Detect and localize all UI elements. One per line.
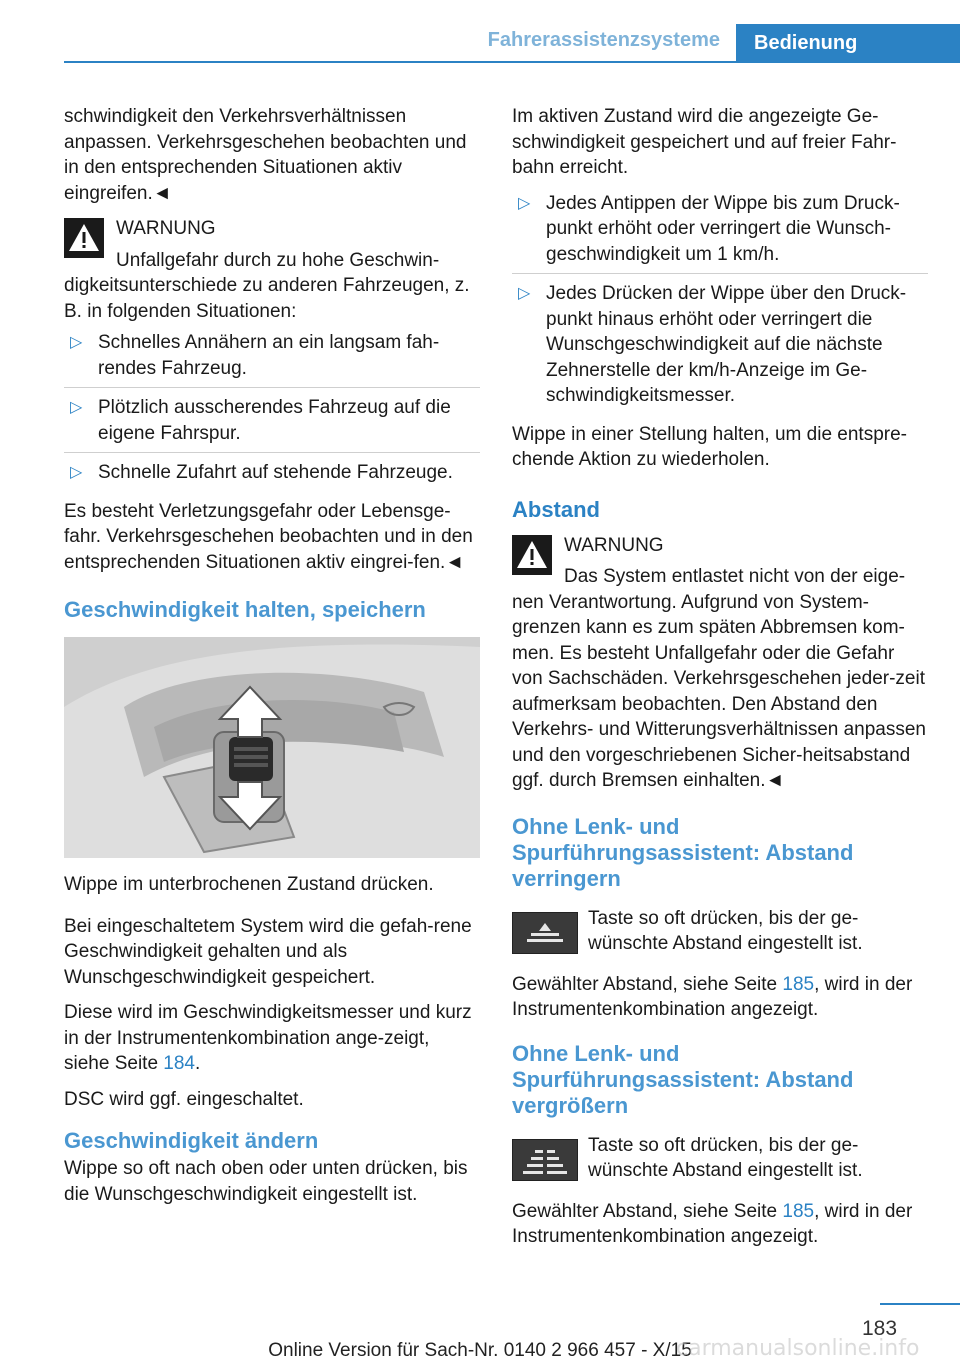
- heading-distance: Abstand: [512, 496, 600, 522]
- list-item: ▷ Schnelle Zufahrt auf stehende Fahrzeuge.: [64, 460, 480, 492]
- paragraph-selected-distance-2: Gewählter Abstand, siehe Seite 185, wird in der Instrumentenkombination angezeigt.: [512, 1200, 913, 1247]
- paragraph-hold-rocker: Wippe in einer Stellung halten, um die entspre-chende Aktion zu wiederholen.: [512, 423, 908, 470]
- rocker-actions-list: [512, 191, 928, 415]
- increase-distance-button-row: [512, 1133, 928, 1189]
- header-chapter-tab: Bedienung: [736, 24, 960, 62]
- warning-situations-list: [64, 330, 480, 492]
- warning-block-distance: [512, 533, 928, 794]
- paragraph-speedometer: Diese wird im Geschwindigkeitsmesser und kurz in der Instrumentenkombination ange-zeigt, siehe Seite 184.: [64, 1002, 472, 1074]
- warning-triangle-icon: [64, 218, 104, 258]
- warning-body-rest: digkeitsunterschiede zu anderen Fahrzeugen, z. B. in folgenden Situationen:: [64, 275, 470, 322]
- triangle-bullet-icon: ▷: [518, 285, 531, 302]
- list-item: ▷ Jedes Antippen der Wippe bis zum Druck-punkt erhöht oder verringert die Wunsch-geschwindigkeit um 1 km/h.: [512, 191, 928, 275]
- warning-title: WARNUNG: [116, 218, 216, 239]
- warning-body: [64, 248, 480, 325]
- heading-increase-distance: Ohne Lenk- und Spurführungsassistent: Abstand vergrößern: [512, 1040, 854, 1118]
- left-column: [64, 104, 480, 1217]
- paragraph-system-on: Bei eingeschaltetem System wird die gefah-rene Geschwindigkeit gehalten und als Wunschgeschwindigkeit gespeichert.: [64, 915, 472, 988]
- steering-wheel-rocker-photo: [64, 637, 480, 858]
- heading-hold-speed: Geschwindigkeit halten, speichern: [64, 597, 426, 622]
- warning-block-speed: [64, 216, 480, 324]
- warning-triangle-icon: [512, 535, 552, 575]
- warning-body: [512, 564, 928, 794]
- distance-increase-button-icon: [512, 1139, 578, 1181]
- triangle-bullet-icon: ▷: [70, 334, 83, 351]
- page-link-184[interactable]: 184: [163, 1053, 195, 1074]
- steering-wheel-illustration: [64, 637, 480, 858]
- distance-decrease-button-icon: [512, 912, 578, 954]
- paragraph-intro: schwindigkeit den Verkehrsverhältnissen anpassen. Verkehrsgeschehen beobachten und in den entsprechenden Situationen aktiv eingreifen.◄: [64, 106, 467, 204]
- reduce-distance-button-row: [512, 906, 928, 962]
- heading-change-speed: Geschwindigkeit ändern: [64, 1128, 319, 1153]
- paragraph-change-speed: Wippe so oft nach oben oder unten drücken, bis die Wunschgeschwindigkeit eingestellt ist.: [64, 1158, 468, 1205]
- triangle-bullet-icon: ▷: [518, 194, 531, 212]
- warning-body-rest: nen Verantwortung. Aufgrund von System-grenzen kann es zum späten Abbremsen kom-men. Es besteht Unfallgefahr oder die Gefahr von Sachschäden. Verkehrsgeschehen jeder-zeit aufmerksam beobachten. Den Abstand den Verkehrs- und Witterungsverhältnissen anpassen und den vorgeschriebenen Sicher-heitsabstand ggf. durch Bremsen einhalten.◄: [512, 591, 927, 791]
- heading-reduce-distance: Ohne Lenk- und Spurführungsassistent: Abstand verringern: [512, 813, 854, 891]
- right-column: [512, 104, 928, 1260]
- warning-body-first-line: Das System entlastet nicht von der eige-: [564, 566, 906, 587]
- page-link-185[interactable]: 185: [782, 1200, 815, 1222]
- header-section-title: Fahrerassistenzsysteme: [487, 29, 720, 51]
- reduce-distance-instruction: Taste so oft drücken, bis der ge-wünschte Abstand eingestellt ist.: [588, 907, 863, 954]
- warning-body-first-line: Unfallgefahr durch zu hohe Geschwin-: [116, 249, 440, 271]
- footer-rule: [880, 1303, 960, 1305]
- watermark: carmanualsonline.info: [676, 1336, 920, 1361]
- paragraph-selected-distance-1: Gewählter Abstand, siehe Seite 185, wird in der Instrumentenkombination angezeigt.: [512, 973, 913, 1020]
- page-header: [0, 0, 960, 62]
- paragraph-danger: Es besteht Verletzungsgefahr oder Lebensge-fahr. Verkehrsgeschehen beobachten und in den entsprechenden Situationen aktiv eingrei-fen.◄: [64, 500, 473, 573]
- paragraph-press-rocker: Wippe im unterbrochenen Zustand drücken.: [64, 874, 434, 895]
- list-item: ▷ Jedes Drücken der Wippe über den Druck-punkt hinaus erhöht oder verringert die Wunschgeschwindigkeit auf die nächste Zehnerstelle der km/h-Anzeige im Ge-schwindigkeitsmesser.: [518, 283, 907, 406]
- triangle-bullet-icon: ▷: [70, 399, 83, 416]
- page-number: 183: [862, 1317, 898, 1340]
- header-rule: [64, 61, 960, 63]
- paragraph-dsc: DSC wird ggf. eingeschaltet.: [64, 1088, 304, 1110]
- paragraph-active-state: Im aktiven Zustand wird die angezeigte Ge-schwindigkeit gespeichert und auf freier Fahr-bahn erreicht.: [512, 106, 897, 178]
- footer-version-line: Online Version für Sach-Nr. 0140 2 966 457 - X/15: [268, 1340, 692, 1361]
- page-link-185[interactable]: 185: [782, 973, 815, 995]
- warning-title: WARNUNG: [564, 534, 664, 556]
- list-item: ▷ Plötzlich ausscherendes Fahrzeug auf die eigene Fahrspur.: [64, 395, 480, 453]
- increase-distance-instruction: Taste so oft drücken, bis der ge-wünschte Abstand eingestellt ist.: [588, 1134, 863, 1181]
- triangle-bullet-icon: ▷: [70, 464, 83, 481]
- list-item: ▷ Schnelles Annähern an ein langsam fah-rendes Fahrzeug.: [64, 330, 480, 388]
